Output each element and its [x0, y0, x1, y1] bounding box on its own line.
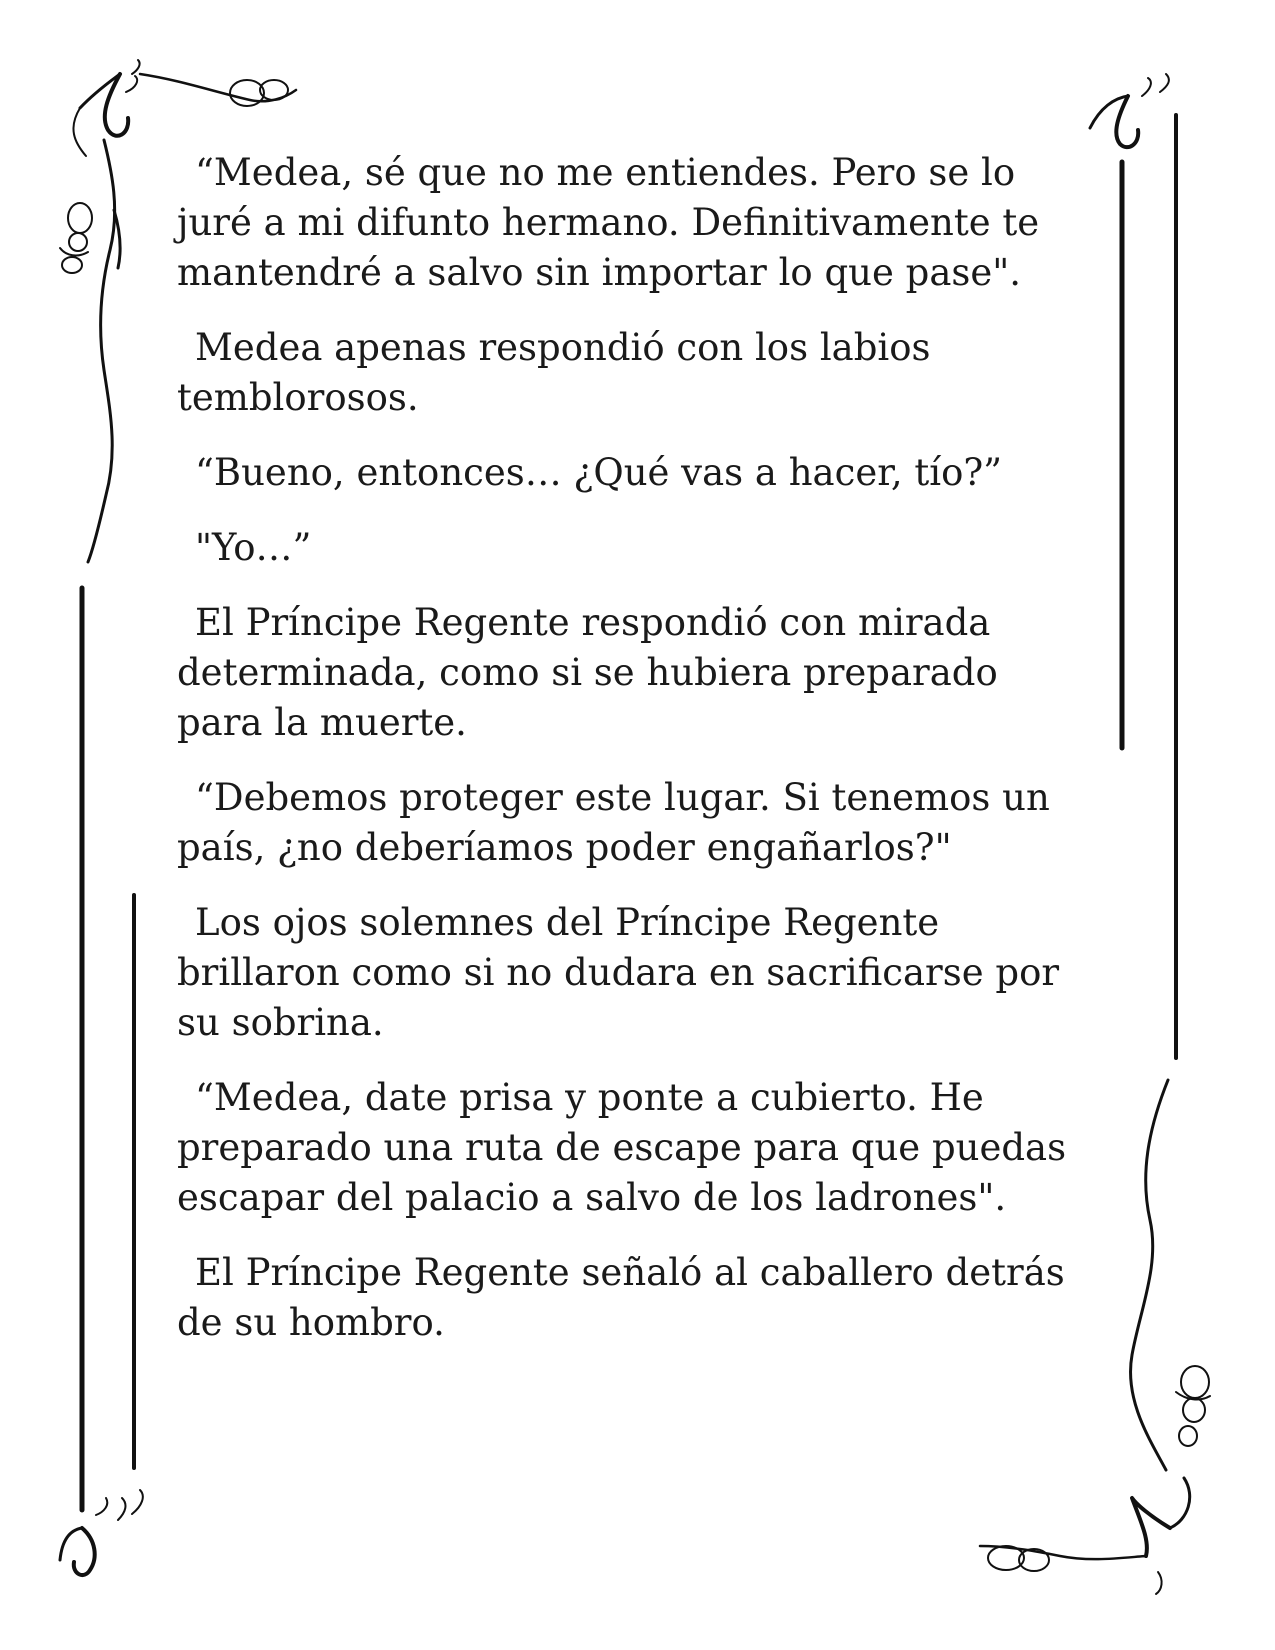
paragraph: “Bueno, entonces… ¿Qué vas a hacer, tío?”: [195, 451, 1003, 494]
paragraph: “Debemos proteger este lugar. Si tenemos un país, ¿no deberíamos poder engañarlos?": [177, 776, 1050, 869]
paragraph: El Príncipe Regente señaló al caballero detrás de su hombro.: [177, 1251, 1065, 1344]
paragraph: Medea apenas respondió con los labios temblorosos.: [177, 326, 931, 419]
flourish-bottom-left-icon: [60, 1490, 143, 1575]
right-wavy-line: [1131, 1080, 1168, 1470]
flourish-bottom-right-icon: [980, 1366, 1210, 1594]
paragraph: "Yo…”: [195, 526, 312, 569]
paragraph: El Príncipe Regente respondió con mirada determinada, como si se hubiera preparado para la muerte.: [177, 601, 998, 744]
paragraph: “Medea, date prisa y ponte a cubierto. He preparado una ruta de escape para que puedas escapar del palacio a salvo de los ladrones".: [177, 1076, 1067, 1219]
flourish-top-right-icon: [1090, 74, 1169, 147]
story-text: [177, 148, 1087, 1373]
paragraph: “Medea, sé que no me entiendes. Pero se lo juré a mi difunto hermano. Definitivamente te mantendré a salvo sin importar lo que pase".: [177, 151, 1040, 294]
paragraph: Los ojos solemnes del Príncipe Regente brillaron como si no dudara en sacrificarse por su sobrina.: [177, 901, 1060, 1044]
